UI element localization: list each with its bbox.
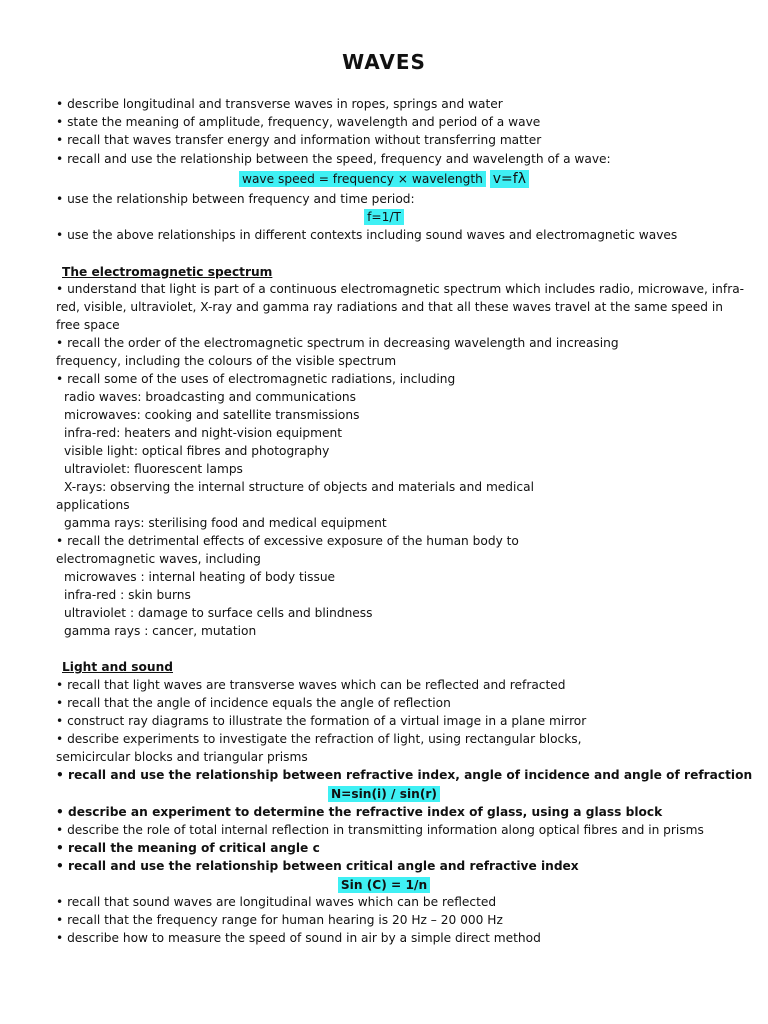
em-line-15: • recall the detrimental effects of excessive exposure of the human body to <box>56 534 519 548</box>
em-line-2: red, visible, ultraviolet, X-ray and gamma ray radiations and that all these waves travel at the same speed in <box>56 300 723 314</box>
em-use-radio: radio waves: broadcasting and communications <box>64 390 356 404</box>
waves-line-3: • recall that waves transfer energy and information without transferring matter <box>56 133 542 147</box>
em-use-gamma: gamma rays: sterilising food and medical equipment <box>64 516 387 530</box>
waves-line-4: • recall and use the relationship between the speed, frequency and wavelength of a wave: <box>56 152 611 166</box>
ls-line-11: • recall that sound waves are longitudinal waves which can be reflected <box>56 895 497 909</box>
refractive-index-equation-text: N=sin(i) / sin(r) <box>328 786 440 802</box>
em-effect-ultraviolet: ultraviolet : damage to surface cells and blindness <box>64 606 373 620</box>
ls-line-2: • recall that the angle of incidence equals the angle of reflection <box>56 696 451 710</box>
ls-line-8: • describe the role of total internal reflection in transmitting information along optical fibres and in prisms <box>56 823 704 837</box>
em-use-microwave: microwaves: cooking and satellite transmissions <box>64 408 360 422</box>
ls-line-3: • construct ray diagrams to illustrate the formation of a virtual image in a plane mirror <box>56 714 587 728</box>
em-use-ultraviolet: ultraviolet: fluorescent lamps <box>64 462 243 476</box>
ls-line-7: • describe an experiment to determine the refractive index of glass, using a glass block <box>56 805 663 819</box>
em-line-4: • recall the order of the electromagnetic spectrum in decreasing wavelength and increasing <box>56 336 619 350</box>
ls-line-6: • recall and use the relationship between refractive index, angle of incidence and angle of refraction <box>56 768 753 782</box>
ls-line-13: • describe how to measure the speed of sound in air by a simple direct method <box>56 931 541 945</box>
em-effect-gamma: gamma rays : cancer, mutation <box>64 624 257 638</box>
em-use-xray-cont: applications <box>56 498 130 512</box>
em-effect-microwave: microwaves : internal heating of body tissue <box>64 570 336 584</box>
wave-speed-symbol-equation: v=fλ <box>490 170 529 188</box>
frequency-period-equation-text: f=1/T <box>364 209 404 225</box>
em-effect-infrared: infra-red : skin burns <box>64 588 191 602</box>
waves-line-1: • describe longitudinal and transverse waves in ropes, springs and water <box>56 97 503 111</box>
em-line-1: • understand that light is part of a continuous electromagnetic spectrum which includes radio, microwave, infra- <box>56 282 745 296</box>
ls-line-5: semicircular blocks and triangular prisms <box>56 750 308 764</box>
em-line-5: frequency, including the colours of the visible spectrum <box>56 354 397 368</box>
light-sound-heading: Light and sound <box>62 660 173 674</box>
ls-line-4: • describe experiments to investigate the refraction of light, using rectangular blocks, <box>56 732 582 746</box>
page-title: WAVES <box>342 50 426 74</box>
em-line-6: • recall some of the uses of electromagnetic radiations, including <box>56 372 456 386</box>
waves-line-5: • use the relationship between frequency and time period: <box>56 192 415 206</box>
waves-line-6: • use the above relationships in different contexts including sound waves and electromagnetic waves <box>56 228 678 242</box>
critical-angle-equation <box>0 876 768 894</box>
em-use-xray: X-rays: observing the internal structure of objects and materials and medical <box>64 480 534 494</box>
wave-speed-equation <box>0 170 768 188</box>
ls-line-9: • recall the meaning of critical angle c <box>56 841 320 855</box>
ls-line-1: • recall that light waves are transverse waves which can be reflected and refracted <box>56 678 566 692</box>
frequency-period-equation <box>0 208 768 226</box>
refractive-index-equation <box>0 785 768 803</box>
em-line-3: free space <box>56 318 120 332</box>
critical-angle-equation-text: Sin (C) = 1/n <box>338 877 430 893</box>
em-use-visible: visible light: optical fibres and photography <box>64 444 330 458</box>
ls-line-12: • recall that the frequency range for human hearing is 20 Hz – 20 000 Hz <box>56 913 503 927</box>
waves-line-2: • state the meaning of amplitude, frequency, wavelength and period of a wave <box>56 115 541 129</box>
em-spectrum-heading: The electromagnetic spectrum <box>62 265 273 279</box>
em-line-16: electromagnetic waves, including <box>56 552 261 566</box>
ls-line-10: • recall and use the relationship between critical angle and refractive index <box>56 859 579 873</box>
wave-speed-equation-text: wave speed = frequency × wavelength <box>239 171 486 187</box>
em-use-infrared: infra-red: heaters and night-vision equipment <box>64 426 343 440</box>
